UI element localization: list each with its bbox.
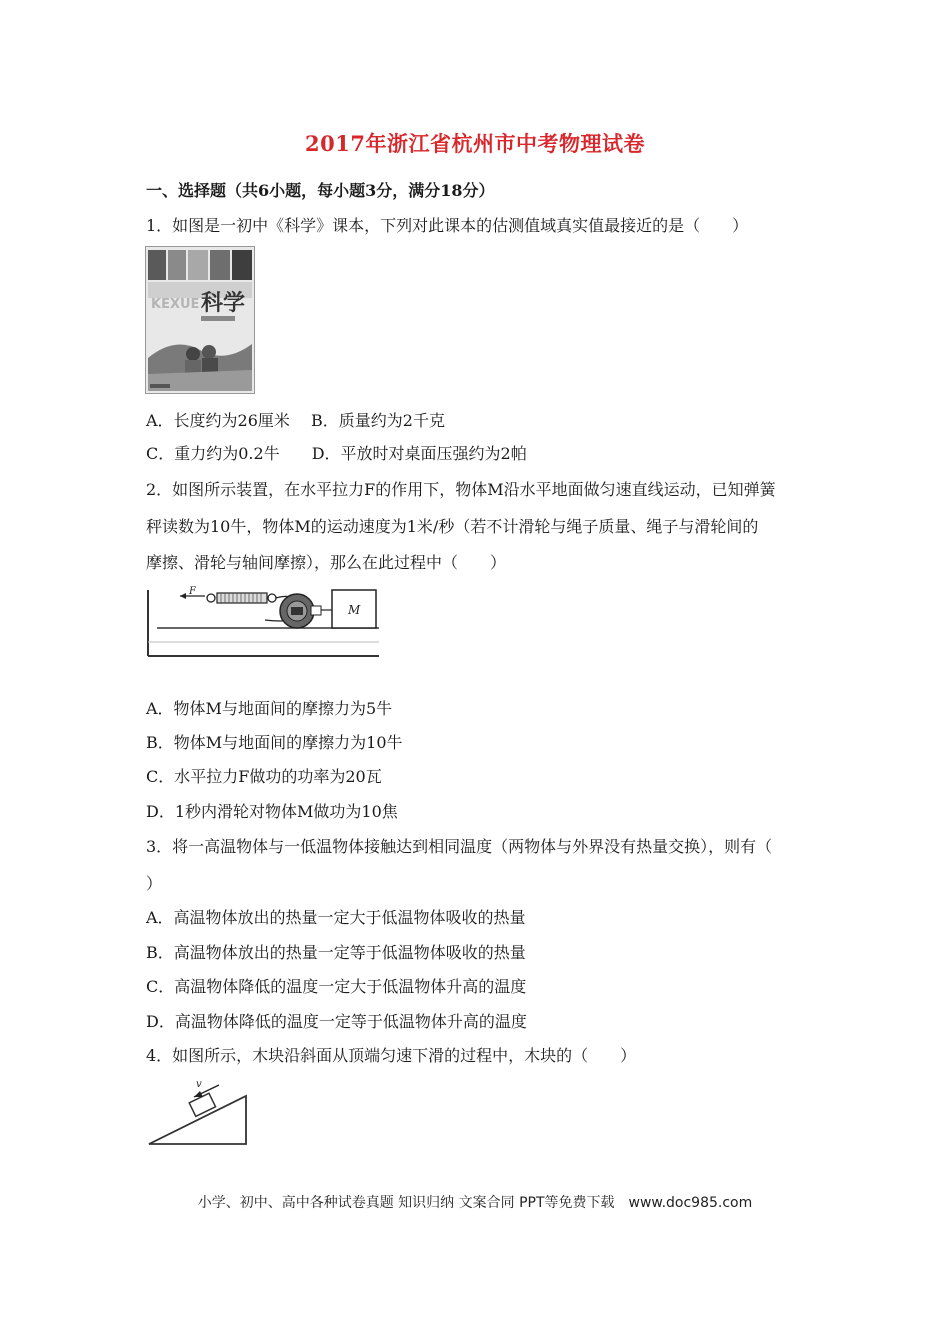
question-2-option-a: A．物体M与地面间的摩擦力为5牛 <box>146 699 393 718</box>
pulley-apparatus-figure <box>145 584 381 660</box>
footer-note: 小学、初中、高中各种试卷真题 知识归纳 文案合同 PPT等免费下载 www.doc985.com <box>197 1195 753 1211</box>
question-1-stem: 1．如图是一初中《科学》课本，下列对此课本的估测值域真实值最接近的是（ ） <box>146 216 749 235</box>
question-1-options-cd: C．重力约为0.2牛 D．平放时对桌面压强约为2帕 <box>146 444 527 463</box>
cover-title: 科学 <box>201 291 246 316</box>
velocity-label: v <box>196 1079 202 1090</box>
question-4-stem: 4．如图所示，木块沿斜面从顶端匀速下滑的过程中，木块的（ ） <box>146 1046 637 1065</box>
question-2-option-b: B．物体M与地面间的摩擦力为10牛 <box>146 733 403 752</box>
question-2-stem-line1: 2．如图所示装置，在水平拉力F的作用下，物体M沿水平地面做匀速直线运动，已知弹簧 <box>146 480 776 499</box>
textbook-cover-figure <box>145 246 255 394</box>
question-3-option-b: B．高温物体放出的热量一定等于低温物体吸收的热量 <box>146 943 526 962</box>
question-2-option-c: C．水平拉力F做功的功率为20瓦 <box>146 767 382 786</box>
question-3-stem-line2: ） <box>146 874 163 893</box>
question-2-stem-line2: 秤读数为10牛，物体M的运动速度为1米/秒（若不计滑轮与绳子质量、绳子与滑轮间的 <box>146 517 759 536</box>
page-title: 2017年浙江省杭州市中考物理试卷 <box>305 131 645 156</box>
question-3-option-a: A．高温物体放出的热量一定大于低温物体吸收的热量 <box>146 908 526 927</box>
question-2-stem-line3: 摩擦、滑轮与轴间摩擦），那么在此过程中（ ） <box>146 553 507 572</box>
question-3-option-c: C．高温物体降低的温度一定大于低温物体升高的温度 <box>146 977 527 996</box>
force-label: F <box>189 586 196 597</box>
question-3-stem-line1: 3．将一高温物体与一低温物体接触达到相同温度（两物体与外界没有热量交换），则有（ <box>146 837 773 856</box>
incline-block-figure <box>145 1076 251 1150</box>
cover-pinyin: KEXUE <box>151 297 200 312</box>
section-heading: 一、选择题（共6小题，每小题3分，满分18分） <box>146 181 495 200</box>
question-1-options-ab: A．长度约为26厘米 B．质量约为2千克 <box>146 411 445 430</box>
question-3-option-d: D．高温物体降低的温度一定等于低温物体升高的温度 <box>146 1012 527 1031</box>
block-label: M <box>348 603 361 617</box>
question-2-option-d: D．1秒内滑轮对物体M做功为10焦 <box>146 802 398 821</box>
